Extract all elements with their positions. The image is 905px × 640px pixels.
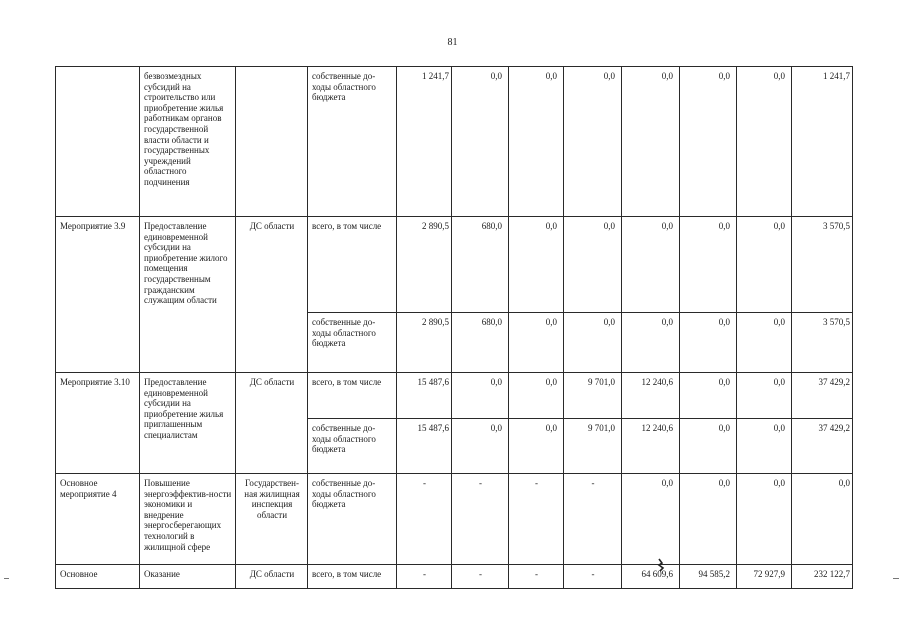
value-cell: 0,0	[737, 217, 792, 313]
value-cell: 0,0	[737, 419, 792, 474]
value-cell: 0,0	[737, 313, 792, 373]
value-cell: 0,0	[452, 419, 509, 474]
value-cell: 0,0	[622, 313, 680, 373]
value-cell: 0,0	[509, 313, 564, 373]
value-cell: 12 240,6	[622, 373, 680, 419]
funding-source-cell: собственные до-ходы областного бюджета	[308, 67, 397, 217]
value-cell: 0,0	[737, 373, 792, 419]
table-row	[56, 565, 853, 589]
value-cell: 0,0	[792, 474, 853, 565]
ink-mark	[656, 557, 666, 573]
activity-cell	[56, 67, 140, 217]
edge-mark-right	[893, 578, 899, 579]
value-cell: 0,0	[680, 419, 737, 474]
value-cell: 0,0	[452, 67, 509, 217]
activity-name-cell: Предоставление единовременной субсидии на приобретение жилого помещения государственным гражданским служащим области	[140, 217, 236, 373]
value-cell: 3 570,5	[792, 217, 853, 313]
activity-name-cell: Оказание	[140, 565, 236, 589]
value-cell: 0,0	[680, 313, 737, 373]
value-cell: 0,0	[564, 217, 622, 313]
value-cell: 0,0	[509, 67, 564, 217]
table-row	[56, 217, 853, 313]
value-cell: -	[509, 565, 564, 589]
executor-cell: ДС области	[236, 373, 308, 474]
value-cell: 0,0	[564, 67, 622, 217]
value-cell: 12 240,6	[622, 419, 680, 474]
value-cell: 0,0	[622, 217, 680, 313]
funding-source-cell: собственные до-ходы областного бюджета	[308, 419, 397, 474]
value-cell: 15 487,6	[397, 419, 452, 474]
value-cell: -	[397, 474, 452, 565]
value-cell: 0,0	[509, 373, 564, 419]
value-cell: -	[452, 474, 509, 565]
activity-name-cell: Повышение энергоэффектив-ности экономики и внедрение энергосберегающих технологий в жилищной сфере	[140, 474, 236, 565]
activity-cell: Мероприятие 3.10	[56, 373, 140, 474]
funding-source-cell: собственные до-ходы областного бюджета	[308, 474, 397, 565]
value-cell: 0,0	[737, 474, 792, 565]
value-cell: -	[564, 565, 622, 589]
value-cell: 0,0	[680, 373, 737, 419]
value-cell: 2 890,5	[397, 313, 452, 373]
funding-source-cell: собственные до-ходы областного бюджета	[308, 313, 397, 373]
value-cell: 94 585,2	[680, 565, 737, 589]
activity-cell: Мероприятие 3.9	[56, 217, 140, 373]
value-cell: 680,0	[452, 217, 509, 313]
value-cell: 3 570,5	[792, 313, 853, 373]
value-cell: 0,0	[452, 373, 509, 419]
value-cell: -	[452, 565, 509, 589]
activity-name-cell: Предоставление единовременной субсидии на приобретение жилья приглашенным специалистам	[140, 373, 236, 474]
table-row	[56, 373, 853, 419]
executor-cell: Государствен-ная жилищная инспекция области	[236, 474, 308, 565]
activity-cell: Основное	[56, 565, 140, 589]
executor-cell: ДС области	[236, 565, 308, 589]
value-cell: 37 429,2	[792, 373, 853, 419]
funding-source-cell: всего, в том числе	[308, 373, 397, 419]
page-number: 81	[447, 37, 458, 48]
value-cell: 0,0	[680, 217, 737, 313]
value-cell: 15 487,6	[397, 373, 452, 419]
edge-mark-left	[4, 578, 9, 579]
value-cell: 680,0	[452, 313, 509, 373]
executor-cell: ДС области	[236, 217, 308, 373]
activity-cell: Основное мероприятие 4	[56, 474, 140, 565]
value-cell: 0,0	[564, 313, 622, 373]
funding-source-cell: всего, в том числе	[308, 217, 397, 313]
table-row	[56, 474, 853, 565]
activity-name-cell: безвозмездных субсидий на строительство или приобретение жилья работникам органов государственной власти области и государственных учреждений областного подчинения	[140, 67, 236, 217]
value-cell: 72 927,9	[737, 565, 792, 589]
value-cell: 1 241,7	[792, 67, 853, 217]
value-cell: 0,0	[622, 67, 680, 217]
value-cell: 9 701,0	[564, 373, 622, 419]
value-cell: 0,0	[680, 474, 737, 565]
table-row	[56, 67, 853, 217]
value-cell: 0,0	[680, 67, 737, 217]
value-cell: 0,0	[737, 67, 792, 217]
value-cell: 1 241,7	[397, 67, 452, 217]
executor-cell	[236, 67, 308, 217]
budget-table	[55, 66, 853, 589]
value-cell: 0,0	[622, 474, 680, 565]
value-cell: -	[509, 474, 564, 565]
value-cell: -	[397, 565, 452, 589]
value-cell: 2 890,5	[397, 217, 452, 313]
value-cell: 9 701,0	[564, 419, 622, 474]
value-cell: 37 429,2	[792, 419, 853, 474]
value-cell: 64 609,6	[622, 565, 680, 589]
funding-source-cell: всего, в том числе	[308, 565, 397, 589]
value-cell: -	[564, 474, 622, 565]
value-cell: 0,0	[509, 217, 564, 313]
value-cell: 0,0	[509, 419, 564, 474]
value-cell: 232 122,7	[792, 565, 853, 589]
